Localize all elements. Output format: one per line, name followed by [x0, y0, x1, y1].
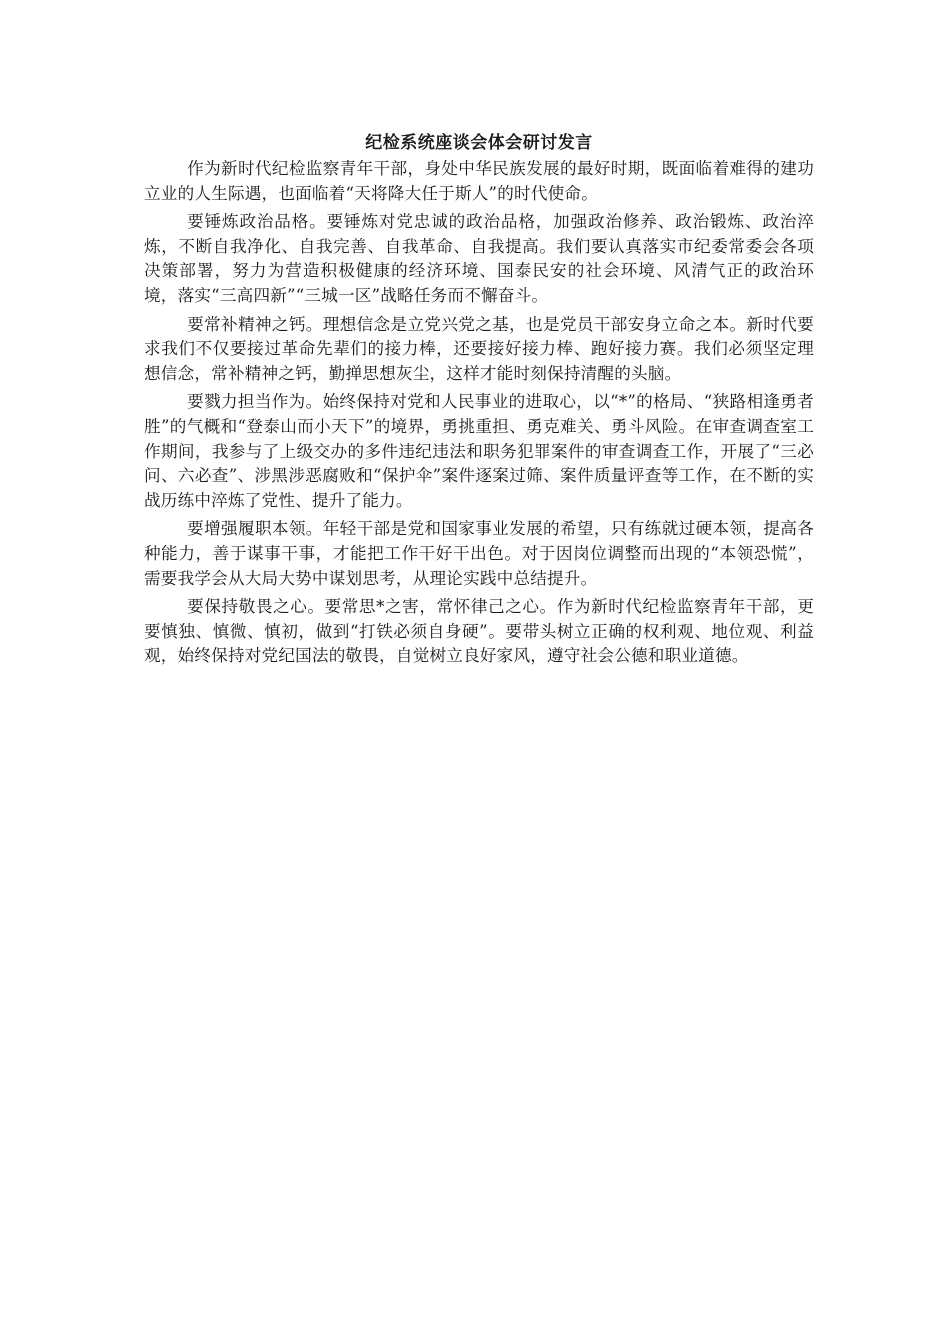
- paragraph-political-character: 要锤炼政治品格。要锤炼对党忠诚的政治品格，加强政治修养、政治锻炼、政治淬炼，不断自我净化、自我完善、自我革命、自我提高。我们要认真落实市纪委常委会各项决策部署，努力为营造积极健康的经济环境、国泰民安的社会环境、风清气正的政治环境，落实“三高四新”“三城一区”战略任务而不懈奋斗。: [144, 212, 814, 305]
- document-body: [144, 131, 814, 673]
- document-title: 纪检系统座谈会体会研讨发言: [365, 133, 593, 153]
- paragraph-reverence: 要保持敬畏之心。要常思*之害，常怀律己之心。作为新时代纪检监察青年干部，更要慎独、慎微、慎初，做到“打铁必须自身硬”。要带头树立正确的权利观、地位观、利益观，始终保持对党纪国法的敬畏，自觉树立良好家风，遵守社会公德和职业道德。: [144, 597, 814, 666]
- paragraph-intro: 作为新时代纪检监察青年干部，身处中华民族发展的最好时期，既面临着难得的建功立业的人生际遇，也面临着“天将降大任于斯人”的时代使命。: [144, 159, 814, 203]
- paragraph-responsibility: 要戮力担当作为。始终保持对党和人民事业的进取心，以“*”的格局、“狭路相逢勇者胜”的气概和“登泰山而小天下”的境界，勇挑重担、勇克难关、勇斗风险。在审查调查室工作期间，我参与了上级交办的多件违纪违法和职务犯罪案件的审查调查工作，开展了“三必问、六必查”、涉黑涉恶腐败和“保护伞”案件逐案过筛、案件质量评查等工作，在不断的实战历练中淬炼了党性、提升了能力。: [144, 392, 814, 510]
- paragraph-capability: 要增强履职本领。年轻干部是党和国家事业发展的希望，只有练就过硬本领，提高各种能力，善于谋事干事，才能把工作干好干出色。对于因岗位调整而出现的“本领恐慌”，需要我学会从大局大势中谋划思考，从理论实践中总结提升。: [144, 519, 814, 588]
- paragraph-spiritual-calcium: 要常补精神之钙。理想信念是立党兴党之基，也是党员干部安身立命之本。新时代要求我们不仅要接过革命先辈们的接力棒，还要接好接力棒、跑好接力赛。我们必须坚定理想信念，常补精神之钙，勤掸思想灰尘，这样才能时刻保持清醒的头脑。: [144, 314, 814, 383]
